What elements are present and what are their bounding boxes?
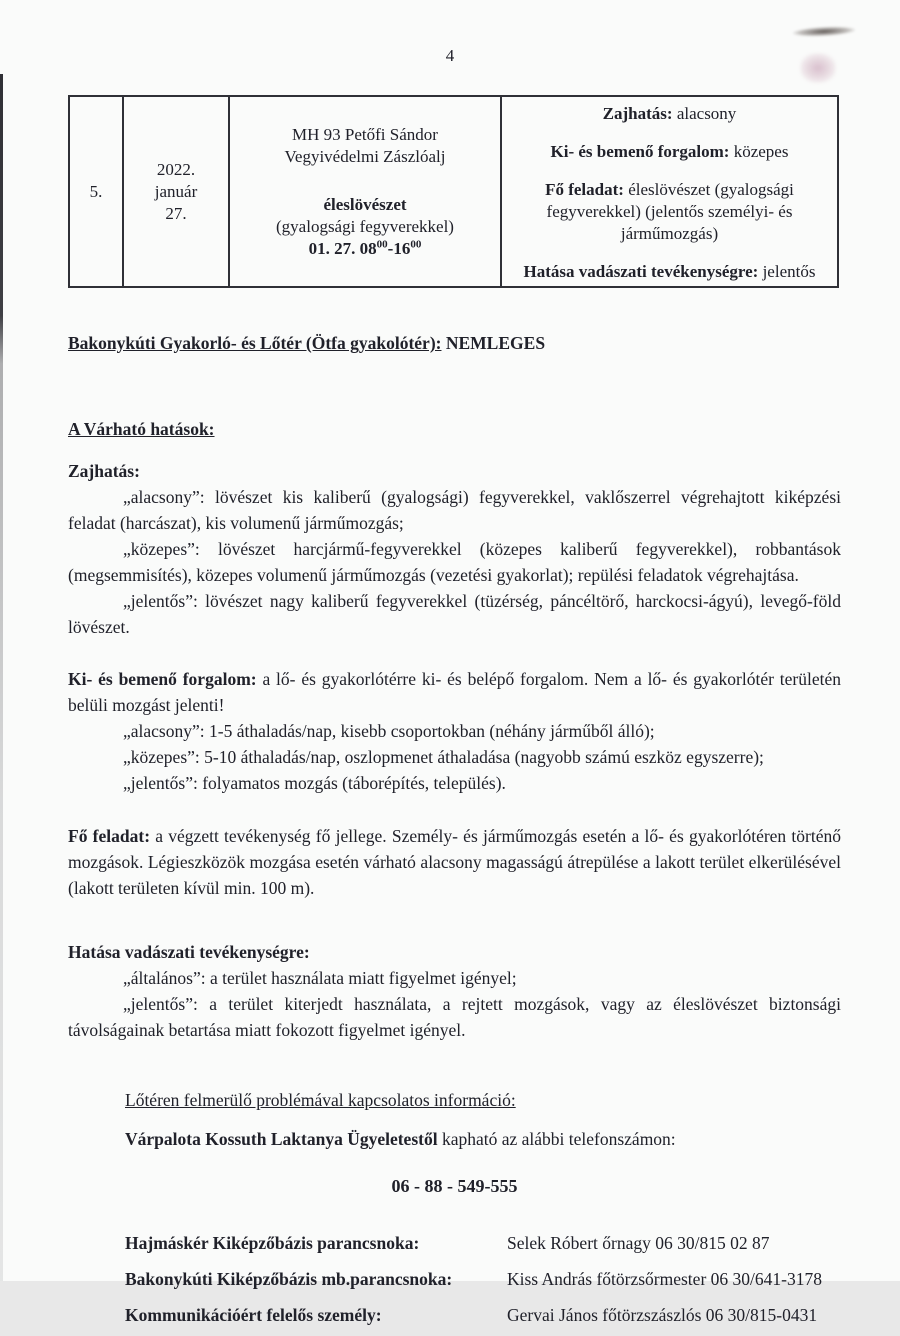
contact-list — [125, 1228, 841, 1330]
schedule-table — [68, 95, 839, 288]
main-task-label: Fő feladat: — [68, 826, 151, 846]
contact-value: Selek Róbert őrnagy 06 30/815 02 87 — [507, 1233, 770, 1253]
contact-label: Bakonykúti Kiképzőbázis mb.parancsnoka: — [125, 1269, 453, 1289]
table-cell-activity — [230, 97, 502, 286]
main-task-paragraph — [68, 823, 841, 901]
effect-traffic-label: Ki- és bemenő forgalom: — [550, 142, 730, 161]
activity-detail: (gyalogsági fegyverekkel) — [276, 216, 454, 236]
contact-value: Gervai János főtörzszászlós 06 30/815-0431 — [507, 1305, 818, 1325]
noise-item-low: „alacsony”: lövészet kis kaliberű (gyalogsági) fegyverekkel, vaklőszerrel végrehajtott kiképzési feladat (harcászat), kis volumenű járműmozgás; — [68, 487, 841, 533]
contact-row-hajmasker — [125, 1228, 841, 1258]
effect-main-task-label: Fő feladat: — [545, 180, 624, 199]
contact-row-communication — [125, 1300, 841, 1330]
expected-effects-label: A Várható hatások: — [68, 419, 215, 439]
bakonykuti-heading — [68, 330, 841, 356]
time-sup1: 00 — [376, 237, 388, 250]
effect-hunting-label: Hatása vadászati tevékenységre: — [523, 262, 759, 281]
page-number: 4 — [445, 46, 455, 65]
effect-traffic — [507, 141, 832, 163]
table-cell-row-index — [70, 97, 124, 286]
info-contact-bold: Várpalota Kossuth Laktanya Ügyeletestől — [125, 1129, 438, 1149]
noise-item-medium: „közepes”: lövészet harcjármű-fegyverekkel (közepes kaliberű fegyverekkel), robbantások (megsemmisítés), közepes volumenű járműmozgás (vezetési gyakorlat); repülési feladatok végrehajtása. — [68, 539, 841, 585]
contact-label: Kommunikációért felelős személy: — [125, 1305, 382, 1325]
traffic-lead-text: a lő- és gyakorlótérre ki- és belépő forgalom. Nem a lő- és gyakorlótér területén belüli mozgást jelenti! — [68, 669, 841, 715]
contact-row-bakonykuti — [125, 1264, 841, 1294]
noise-item-significant: „jelentős”: lövészet nagy kaliberű fegyverekkel (tüzérség, páncéltörő, harckocsi-ágyú), levegő-föld lövészet. — [68, 591, 841, 637]
unit-name-line1: MH 93 Petőfi Sándor — [292, 124, 438, 144]
bakonykuti-label: Bakonykúti Gyakorló- és Lőtér (Ötfa gyakolótér): — [68, 333, 442, 353]
traffic-item-medium: „közepes”: 5-10 áthaladás/nap, oszlopmenet áthaladása (nagyobb számú eszköz egyszerre); — [123, 747, 764, 767]
effect-traffic-value: közepes — [729, 142, 789, 161]
traffic-item-significant: „jelentős”: folyamatos mozgás (táborépítés, település). — [123, 773, 506, 793]
effect-hunting-value: jelentős — [758, 262, 816, 281]
expected-effects-heading — [68, 416, 841, 442]
table-cell-effects — [502, 97, 837, 286]
contact-label: Hajmáskér Kiképzőbázis parancsnoka: — [125, 1233, 420, 1253]
row-index: 5. — [89, 181, 103, 201]
scan-edge-artifact — [0, 74, 3, 1281]
info-heading — [125, 1087, 841, 1113]
activity-name: éleslövészet — [323, 194, 407, 214]
traffic-label: Ki- és bemenő forgalom: — [68, 669, 257, 689]
date-year: 2022. — [156, 159, 196, 179]
traffic-item-low: „alacsony”: 1-5 áthaladás/nap, kisebb csoportokban (néhány járműből álló); — [123, 721, 655, 741]
time-part1: 01. 27. 08 — [308, 238, 377, 258]
time-sup2: 00 — [410, 237, 422, 250]
noise-heading: Zajhatás: — [68, 461, 140, 481]
time-part2: -16 — [387, 238, 411, 258]
effect-noise — [507, 103, 832, 125]
contact-value: Kiss András főtörzsőrmester 06 30/641-3178 — [507, 1269, 822, 1289]
document-body — [68, 330, 841, 1336]
effect-hunting — [507, 261, 832, 283]
hunting-item-general: „általános”: a terület használata miatt figyelmet igényel; — [123, 968, 517, 988]
info-contact-text: kapható az alábbi telefonszámon: — [437, 1129, 676, 1149]
bakonykuti-value: NEMLEGES — [441, 333, 546, 353]
date-day: 27. — [165, 203, 187, 223]
activity-time — [309, 238, 422, 260]
info-block — [125, 1087, 841, 1199]
unit-name-line2: Vegyivédelmi Zászlóalj — [284, 146, 446, 166]
info-contact-line — [125, 1126, 841, 1152]
phone-number: 06 - 88 - 549-555 — [391, 1176, 518, 1196]
effect-noise-value: alacsony — [672, 104, 737, 123]
effect-main-task — [507, 179, 832, 245]
scan-smudge-dark — [793, 25, 855, 37]
hunting-impact-heading: Hatása vadászati tevékenységre: — [68, 942, 310, 962]
date-month: január — [154, 181, 198, 201]
effect-main-task-value: éleslövészet (gyalogsági fegyverekkel) (jelentős személyi- és járműmozgás) — [546, 180, 794, 243]
info-heading-text: Lőtéren felmerülő problémával kapcsolatos információ: — [125, 1090, 516, 1110]
table-cell-date — [124, 97, 230, 286]
effect-noise-label: Zajhatás: — [602, 104, 673, 123]
traffic-paragraph — [68, 666, 841, 718]
hunting-item-significant: „jelentős”: a terület kiterjedt használata, a rejtett mozgások, vagy az éleslövészet biztonsági távolságainak betartása miatt fokozott figyelmet igényel. — [68, 994, 841, 1040]
main-task-lead-text: a végzett tevékenység fő jellege. Személy- és járműmozgás esetén a lő- és gyakorlótéren történő mozgások. Légieszközök mozgása esetén várható alacsony magasságú átrepülése a lakott terület elkerülésével (lakott területen kívül min. 100 m). — [68, 826, 841, 898]
